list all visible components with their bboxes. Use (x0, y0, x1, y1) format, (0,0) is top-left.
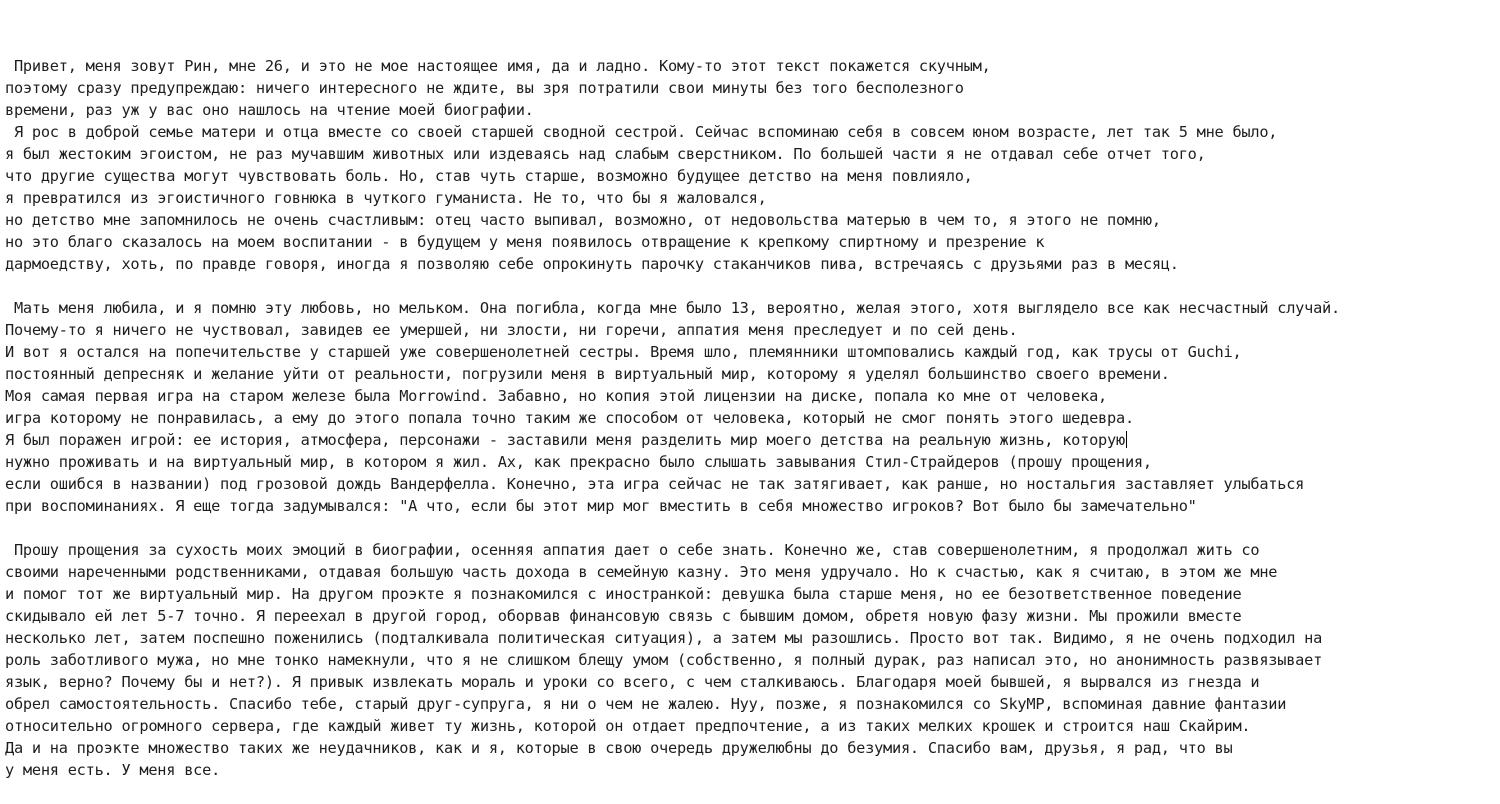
text-line: у меня есть. У меня все. (5, 761, 221, 779)
text-line: нужно проживать и на виртуальный мир, в котором я жил. Ах, как прекрасно было слышать завывания Стил-Страйдеров (прошу прощения, (5, 453, 1152, 471)
text-line: Почему-то я ничего не чуствовал, завидев ее умершей, ни злости, ни горечи, аппатия меня преследует и по сей день. (5, 321, 1018, 339)
text-caret (1126, 431, 1127, 448)
text-line: Привет, меня зовут Рин, мне 26, и это не мое настоящее имя, да и ладно. Кому-то этот текст покажется скучным, (5, 57, 991, 75)
text-line: и помог тот же виртуальный мир. На другом проэкте я познакомился с иностранкой: девушка была старше меня, но ее безответственное поведение (5, 585, 1242, 603)
text-line: но детство мне запомнилось не очень счастливым: отец часто выпивал, возможно, от недовольства матерью в чем то, я этого не помню, (5, 211, 1161, 229)
text-line: но это благо сказалось на моем воспитании - в будущем у меня появилось отвращение к крепкому спиртному и презрение к (5, 233, 1045, 251)
text-line: Мать меня любила, и я помню эту любовь, но мельком. Она погибла, когда мне было 13, вероятно, желая этого, хотя выглядело все как несчастный случай. (5, 299, 1340, 317)
text-line: при воспоминаниях. Я еще тогда задумывался: "А что, если бы этот мир мог вместить в себя множество игроков? Вот было бы замечательно" (5, 497, 1197, 515)
text-line: постоянный депресняк и желание уйти от реальности, погрузили меня в виртуальный мир, которому я уделял большинство своего времени. (5, 365, 1170, 383)
text-line: Да и на проэкте множество таких же неудачников, как и я, которые в свою очередь дружелюбны до безумия. Спасибо вам, друзья, я рад, что вы (5, 739, 1233, 757)
text-line: язык, верно? Почему бы и нет?). Я привык извлекать мораль и уроки со всего, с чем сталкиваюсь. Благодаря моей бывшей, я вырвался из гнезда и (5, 673, 1260, 691)
text-line: Моя самая первая игра на старом железе была Morrowind. Забавно, но копия этой лицензии на диске, попала ко мне от человека, (5, 387, 1108, 405)
text-line: поэтому сразу предупреждаю: ничего интересного не ждите, вы зря потратили свои минуты без того бесполезного (5, 79, 964, 97)
text-line: если ошибся в названии) под грозовой дождь Вандерфелла. Конечно, эта игра сейчас не так затягивает, как ранше, но ностальгия заставляет улыбаться (5, 475, 1305, 493)
text-line: несколько лет, затем поспешно поженились (подталкивала политическая ситуация), а затем мы разошлись. Просто вот так. Видимо, я не очень подходил на (5, 629, 1323, 647)
text-line-with-caret (5, 429, 1500, 451)
text-line: И вот я остался на попечительстве у старшей уже совершенолетней сестры. Время шло, племянники штомповались каждый год, как трусы от Guchi, (5, 343, 1242, 361)
text-line: Прошу прощения за сухость моих эмоций в биографии, осенняя аппатия дает о себе знать. Конечно же, став совершенолетним, я продолжал жить со (5, 541, 1260, 559)
text-line: роль заботливого мужа, но мне тонко намекнули, что я не слишком блещу умом (собственно, я полный дурак, раз написал это, но анонимность развязывает (5, 651, 1323, 669)
text-line: скидывало ей лет 5-7 точно. Я переехал в другой город, оборвав финансовую связь с бывшим домом, обретя новую фазу жизни. Мы прожили вместе (5, 607, 1242, 625)
text-line (5, 517, 1500, 539)
text-editor-area[interactable] (5, 55, 1500, 781)
text-line: игра которому не понравилась, а ему до этого попала точно таким же способом от человека, который не смог понять этого шедевра. (5, 409, 1134, 427)
text-line: я был жестоким эгоистом, не раз мучавшим животных или издеваясь над слабым сверстником. По большей части я не отдавал себе отчет того, (5, 145, 1206, 163)
text-line: что другие существа могут чувствовать боль. Но, став чуть старше, возможно будущее детство на меня повлияло, (5, 167, 973, 185)
text-line: своими нареченными родственниками, отдавая большую часть дохода в семейную казну. Это меня удручало. Но к счастью, как я считаю, в этом же мне (5, 563, 1278, 581)
text-line (5, 275, 1500, 297)
text-line: времени, раз уж у вас оно нашлось на чтение моей биографии. (5, 101, 534, 119)
text-line: дармоедству, хоть, по правде говоря, иногда я позволяю себе опрокинуть парочку стаканчиков пива, встречаясь с друзьями раз в месяц. (5, 255, 1179, 273)
text-line-content: Я был поражен игрой: ее история, атмосфера, персонажи - заставили меня разделить мир моего детства на реальную жизнь, которую (5, 431, 1125, 449)
text-line: я превратился из эгоистичного говнюка в чуткого гуманиста. Не то, что бы я жаловался, (5, 189, 767, 207)
text-line: относительно огромного сервера, где каждый живет ту жизнь, которой он отдает предпочтение, а из таких мелких крошек и строится наш Скайрим. (5, 717, 1251, 735)
text-line: Я рос в доброй семье матери и отца вместе со своей старшей сводной сестрой. Сейчас вспоминаю себя в совсем юном возрасте, лет так 5 мне было, (5, 123, 1278, 141)
text-line: обрел самостоятельность. Спасибо тебе, старый друг-супруга, я ни о чем не жалею. Нуу, позже, я познакомился со SkyMP, вспоминая давние фантазии (5, 695, 1287, 713)
